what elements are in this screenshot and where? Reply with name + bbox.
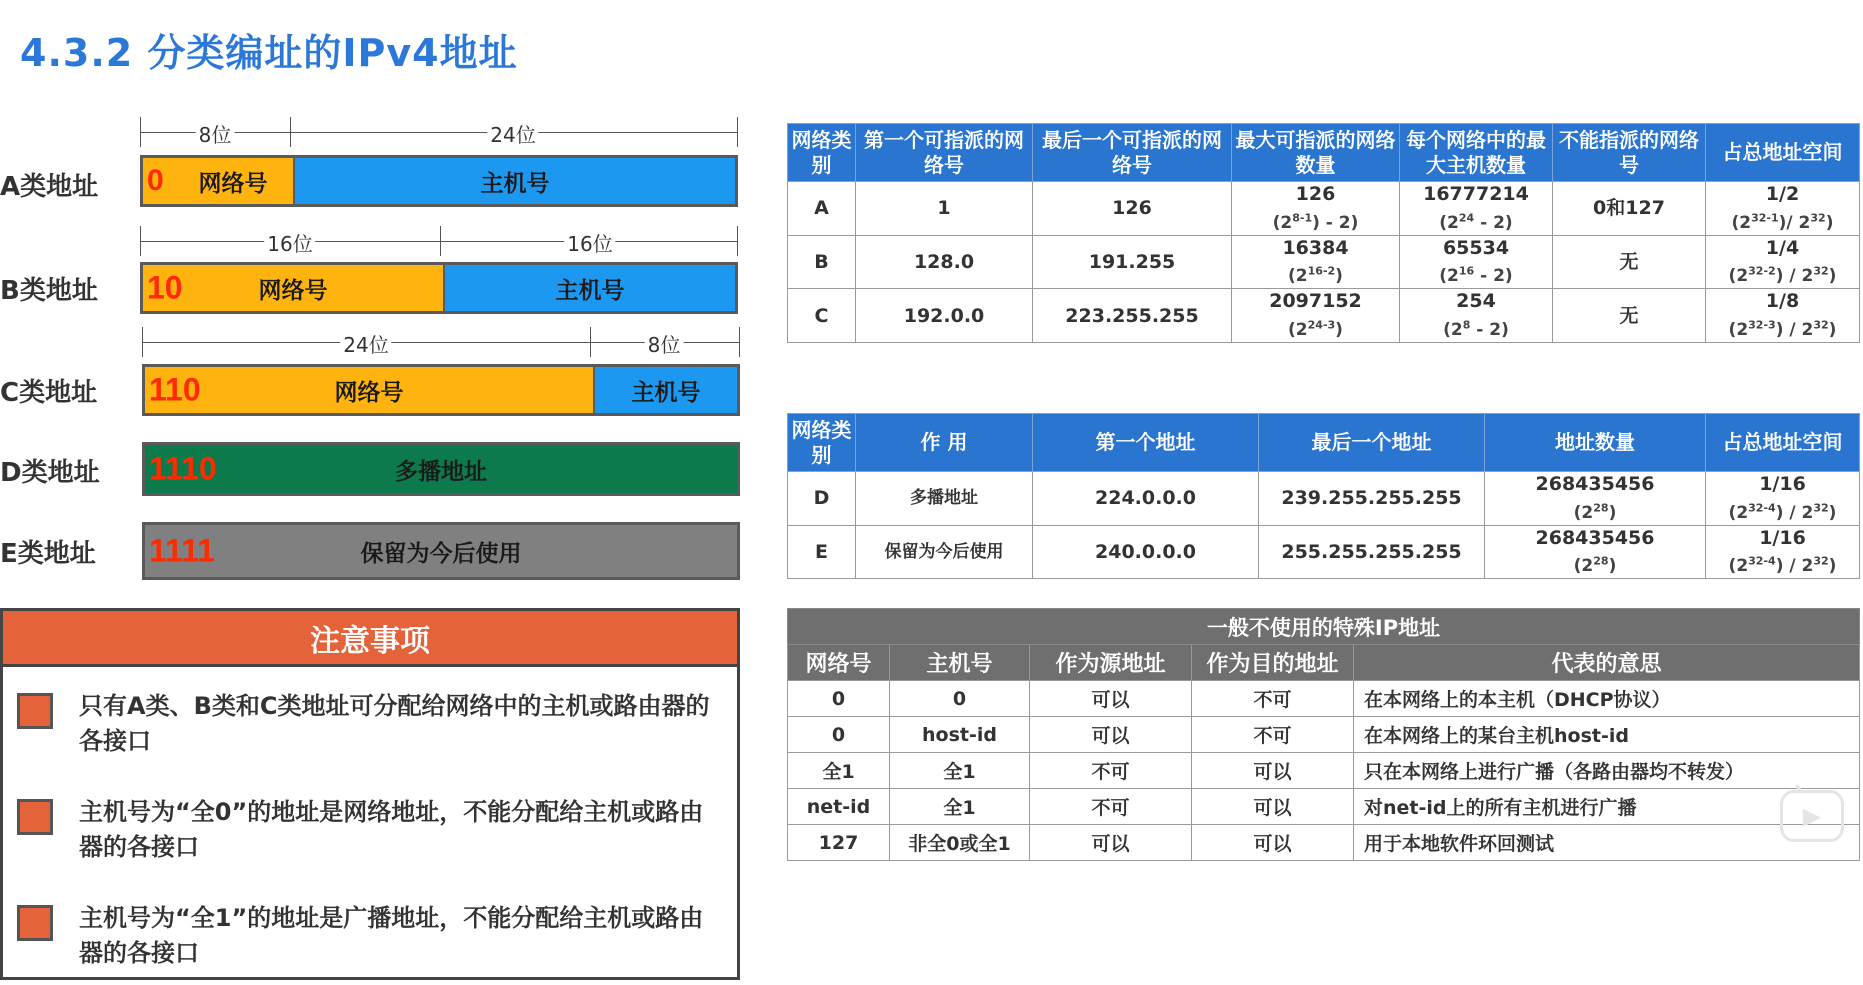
formula-part: (2 bbox=[1443, 319, 1463, 340]
table-cell bbox=[856, 472, 1033, 526]
col-header: 网络类别 bbox=[788, 414, 856, 472]
table-cell bbox=[1400, 235, 1553, 289]
cell-value: 保留为今后使用 bbox=[884, 541, 1004, 562]
table-row bbox=[788, 825, 1860, 861]
table-cell bbox=[1033, 182, 1232, 236]
class-e-label: E类地址 bbox=[0, 539, 96, 569]
class-e-bar bbox=[142, 522, 740, 580]
table-cell bbox=[1706, 289, 1860, 343]
cell-value: 268435456 bbox=[1535, 473, 1655, 495]
table-cell: 可以 bbox=[1030, 681, 1192, 717]
formula-part: (2 bbox=[1573, 502, 1594, 523]
formula-part: ) / 2 bbox=[1775, 502, 1814, 523]
formula-exponent: 32-1 bbox=[1751, 211, 1779, 224]
bullet-square-icon bbox=[17, 799, 53, 835]
cell-value: 224.0.0.0 bbox=[1095, 487, 1196, 510]
class-b-bits: 10 bbox=[147, 269, 183, 306]
table-cell: 0 bbox=[788, 681, 890, 717]
table-cell: 不可 bbox=[1192, 717, 1354, 753]
formula bbox=[1288, 320, 1343, 340]
formula-part: (2 bbox=[1728, 266, 1749, 287]
cell-value: 254 bbox=[1456, 290, 1496, 313]
class-a-host-width: 24位 bbox=[487, 119, 538, 148]
table-row bbox=[788, 525, 1860, 579]
formula bbox=[1729, 556, 1837, 576]
formula bbox=[1439, 213, 1512, 233]
formula bbox=[1574, 556, 1617, 576]
notice-item-text: 只有A类、B类和C类地址可分配给网络中的主机或路由器的各接口 bbox=[79, 692, 710, 755]
notice-item-text: 主机号为“全1”的地址是广播地址，不能分配给主机或路由器的各接口 bbox=[79, 904, 704, 967]
class-c-bits: 110 bbox=[149, 371, 201, 408]
formula-part: ) bbox=[1828, 502, 1837, 523]
table-header-row bbox=[788, 645, 1860, 681]
col-header: 最后一个地址 bbox=[1259, 414, 1485, 472]
class-c-net-width: 24位 bbox=[340, 329, 391, 358]
table-cell bbox=[1706, 235, 1860, 289]
class-a-label: A类地址 bbox=[0, 172, 99, 202]
class-d-segment bbox=[145, 445, 737, 493]
table-cell bbox=[1553, 182, 1706, 236]
formula-part: ) bbox=[1608, 556, 1617, 577]
class-c-label: C类地址 bbox=[0, 378, 98, 408]
formula-part: ) / 2 bbox=[1775, 266, 1814, 287]
table-cell bbox=[856, 525, 1033, 579]
formula bbox=[1574, 503, 1617, 523]
table-cell bbox=[1485, 472, 1706, 526]
class-d-label: D类地址 bbox=[0, 458, 100, 488]
col-header: 不能指派的网络号 bbox=[1553, 124, 1706, 182]
formula-part: ) bbox=[1828, 266, 1837, 287]
formula-part: (2 bbox=[1288, 266, 1308, 287]
special-ip-table-caption: 一般不使用的特殊IP地址 bbox=[788, 609, 1860, 645]
formula-part: - 2) bbox=[1474, 212, 1513, 233]
col-header: 作为源地址 bbox=[1030, 645, 1192, 681]
cell-value: 126 bbox=[1112, 197, 1152, 220]
table-cell bbox=[788, 472, 856, 526]
table-cell bbox=[788, 525, 856, 579]
table-cell: 只在本网络上进行广播（各路由器均不转发） bbox=[1354, 753, 1860, 789]
cell-value: 240.0.0.0 bbox=[1095, 540, 1196, 563]
formula-exponent: 8 bbox=[1462, 318, 1471, 332]
class-d-bits: 1110 bbox=[149, 450, 217, 487]
table-row bbox=[788, 789, 1860, 825]
class-a-net-segment bbox=[143, 158, 293, 204]
table-cell: 用于本地软件环回测试 bbox=[1354, 825, 1860, 861]
class-d-bar bbox=[142, 442, 740, 496]
class-a-host-label: 主机号 bbox=[480, 170, 550, 197]
table-cell: 全1 bbox=[890, 789, 1030, 825]
table-cell bbox=[1033, 525, 1259, 579]
video-play-icon[interactable]: ▶ bbox=[1780, 790, 1844, 842]
formula-part: (2 bbox=[1731, 212, 1752, 233]
table-cell bbox=[788, 182, 856, 236]
class-e-segment bbox=[145, 525, 737, 577]
formula-part: (2 bbox=[1288, 319, 1308, 340]
class-c-net-label: 网络号 bbox=[334, 379, 404, 406]
class-b-dimension bbox=[140, 226, 738, 256]
table-cell bbox=[1553, 289, 1706, 343]
formula-part: ) - 2) bbox=[1312, 212, 1359, 233]
table-cell: 全1 bbox=[890, 753, 1030, 789]
col-header: 第一个可指派的网络号 bbox=[856, 124, 1033, 182]
table-cell: 在本网络上的某台主机host-id bbox=[1354, 717, 1860, 753]
cell-value: 1/4 bbox=[1765, 236, 1800, 259]
formula-exponent: 16-2 bbox=[1307, 264, 1336, 278]
table-cell bbox=[788, 289, 856, 343]
bullet-square-icon bbox=[17, 905, 53, 941]
formula-part: )/ 2 bbox=[1778, 212, 1811, 233]
table-row bbox=[788, 472, 1860, 526]
table-cell bbox=[1232, 289, 1400, 343]
formula-exponent: 16 bbox=[1458, 264, 1475, 278]
table-header-row bbox=[788, 414, 1860, 472]
notice-item bbox=[17, 901, 719, 971]
table-row bbox=[788, 681, 1860, 717]
cell-value: 16777214 bbox=[1423, 183, 1529, 205]
class-e-bits: 1111 bbox=[149, 532, 215, 569]
table-row bbox=[788, 182, 1860, 236]
formula bbox=[1439, 266, 1512, 286]
cell-value: C bbox=[814, 304, 829, 327]
cell-value: 16384 bbox=[1282, 236, 1349, 259]
formula-part: (2 bbox=[1728, 502, 1749, 523]
table-cell: 全1 bbox=[788, 753, 890, 789]
table-cell bbox=[1232, 182, 1400, 236]
class-a-net-width: 8位 bbox=[196, 119, 235, 148]
formula-part: ) bbox=[1828, 319, 1837, 340]
table-cell: 可以 bbox=[1192, 825, 1354, 861]
page-title: 4.3.2 分类编址的IPv4地址 bbox=[20, 31, 518, 75]
table-cell bbox=[856, 289, 1033, 343]
cell-value: 无 bbox=[1619, 250, 1639, 273]
class-a-dimension bbox=[140, 117, 738, 147]
formula-exponent: 28 bbox=[1593, 501, 1609, 514]
table-cell: 可以 bbox=[1192, 789, 1354, 825]
cell-value: 1/2 bbox=[1765, 183, 1800, 205]
formula-part: (2 bbox=[1272, 212, 1293, 233]
formula-part: ) bbox=[1608, 502, 1617, 523]
notice-item bbox=[17, 689, 719, 759]
table-cell bbox=[856, 182, 1033, 236]
col-header: 每个网络中的最大主机数量 bbox=[1400, 124, 1553, 182]
formula-exponent: 32 bbox=[1813, 264, 1829, 278]
table-cell: net-id bbox=[788, 789, 890, 825]
col-header: 地址数量 bbox=[1485, 414, 1706, 472]
special-ip-table bbox=[787, 608, 1860, 861]
class-e-text: 保留为今后使用 bbox=[360, 540, 522, 567]
formula-part: (2 bbox=[1439, 212, 1459, 233]
formula-exponent: 32 bbox=[1813, 318, 1829, 332]
formula-part: (2 bbox=[1439, 266, 1459, 287]
table-cell bbox=[1259, 525, 1485, 579]
cell-value: 239.255.255.255 bbox=[1281, 487, 1462, 510]
formula bbox=[1732, 213, 1834, 233]
class-b-bar bbox=[140, 262, 738, 314]
table-cell bbox=[856, 235, 1033, 289]
cell-value: E bbox=[815, 540, 828, 563]
class-b-net-segment bbox=[143, 265, 443, 311]
table-cell bbox=[1033, 289, 1232, 343]
formula-exponent: 32-4 bbox=[1748, 501, 1776, 514]
cell-value: A bbox=[814, 197, 829, 220]
formula bbox=[1273, 213, 1359, 233]
notice-box bbox=[0, 608, 740, 980]
cell-value: 2097152 bbox=[1269, 290, 1362, 313]
table-cell bbox=[1033, 235, 1232, 289]
formula bbox=[1729, 503, 1837, 523]
formula-exponent: 24 bbox=[1458, 211, 1475, 224]
notice-title: 注意事项 bbox=[3, 611, 737, 667]
table-cell: 127 bbox=[788, 825, 890, 861]
table-cell bbox=[1033, 472, 1259, 526]
class-c-net-segment bbox=[145, 367, 593, 413]
cell-value: 191.255 bbox=[1088, 250, 1176, 273]
table-cell: 不可 bbox=[1030, 789, 1192, 825]
col-header: 网络类别 bbox=[788, 124, 856, 182]
formula-part: ) / 2 bbox=[1775, 319, 1814, 340]
cell-value: 65534 bbox=[1442, 236, 1510, 259]
table-cell bbox=[1706, 182, 1860, 236]
table-cell: 非全0或全1 bbox=[890, 825, 1030, 861]
table-cell bbox=[1553, 235, 1706, 289]
class-a-bits: 0 bbox=[147, 164, 164, 197]
class-c-bar bbox=[142, 364, 740, 416]
col-header: 最后一个可指派的网络号 bbox=[1033, 124, 1232, 182]
formula-exponent: 32 bbox=[1813, 554, 1829, 568]
class-b-host-width: 16位 bbox=[564, 228, 615, 257]
formula-part: (2 bbox=[1728, 319, 1749, 340]
formula-part: (2 bbox=[1573, 556, 1594, 577]
cell-value: 0和127 bbox=[1593, 197, 1665, 220]
cell-value: 268435456 bbox=[1535, 526, 1655, 549]
class-b-host-segment bbox=[443, 265, 735, 311]
formula-exponent: 32-4 bbox=[1748, 554, 1776, 568]
col-header: 占总地址空间 bbox=[1706, 414, 1860, 472]
table-cell bbox=[1400, 182, 1553, 236]
table-cell: 在本网络上的本主机（DHCP协议） bbox=[1354, 681, 1860, 717]
table-row bbox=[788, 289, 1860, 343]
col-header: 第一个地址 bbox=[1033, 414, 1259, 472]
table-cell bbox=[1485, 525, 1706, 579]
table-cell: 对net-id上的所有主机进行广播 bbox=[1354, 789, 1860, 825]
cell-value: 1/16 bbox=[1759, 473, 1806, 495]
formula-exponent: 32-3 bbox=[1748, 318, 1776, 332]
table-cell: 可以 bbox=[1030, 825, 1192, 861]
col-header: 主机号 bbox=[890, 645, 1030, 681]
formula bbox=[1443, 320, 1509, 340]
formula-part: - 2) bbox=[1470, 319, 1509, 340]
class-a-net-label: 网络号 bbox=[198, 170, 268, 197]
table-cell bbox=[1259, 472, 1485, 526]
formula-part: - 2) bbox=[1474, 266, 1513, 287]
table-cell bbox=[788, 235, 856, 289]
cell-value: 255.255.255.255 bbox=[1281, 540, 1462, 563]
cell-value: 无 bbox=[1619, 304, 1639, 327]
formula bbox=[1288, 266, 1343, 286]
notice-item-text: 主机号为“全0”的地址是网络地址，不能分配给主机或路由器的各接口 bbox=[79, 798, 704, 861]
col-header: 作为目的地址 bbox=[1192, 645, 1354, 681]
table-cell bbox=[1706, 472, 1860, 526]
abc-class-table bbox=[787, 123, 1860, 343]
class-d-text: 多播地址 bbox=[395, 458, 487, 485]
bullet-square-icon bbox=[17, 693, 53, 729]
table-row bbox=[788, 235, 1860, 289]
cell-value: 1/8 bbox=[1765, 290, 1800, 313]
table-cell: host-id bbox=[890, 717, 1030, 753]
formula-exponent: 28 bbox=[1593, 554, 1609, 568]
formula-part: ) bbox=[1335, 266, 1343, 287]
col-header: 网络号 bbox=[788, 645, 890, 681]
class-a-host-segment bbox=[293, 158, 735, 204]
table-cell: 0 bbox=[788, 717, 890, 753]
class-b-host-label: 主机号 bbox=[555, 277, 625, 304]
formula-part: ) bbox=[1825, 212, 1834, 233]
col-header: 作 用 bbox=[856, 414, 1033, 472]
cell-value: D bbox=[813, 487, 830, 510]
table-cell: 不可 bbox=[1192, 681, 1354, 717]
col-header: 代表的意思 bbox=[1354, 645, 1860, 681]
formula-part: ) bbox=[1335, 319, 1343, 340]
table-cell bbox=[1232, 235, 1400, 289]
class-b-net-width: 16位 bbox=[264, 228, 315, 257]
table-cell bbox=[1706, 525, 1860, 579]
table-cell bbox=[1400, 289, 1553, 343]
cell-value: 192.0.0 bbox=[903, 304, 985, 327]
table-row bbox=[788, 753, 1860, 789]
formula-exponent: 8-1 bbox=[1292, 211, 1313, 224]
class-a-bar bbox=[140, 155, 738, 207]
formula bbox=[1729, 266, 1837, 286]
class-c-host-width: 8位 bbox=[645, 329, 684, 358]
formula-part: (2 bbox=[1728, 556, 1749, 577]
class-c-host-label: 主机号 bbox=[631, 379, 701, 406]
col-header: 最大可指派的网络数量 bbox=[1232, 124, 1400, 182]
cell-value: 1/16 bbox=[1759, 526, 1806, 549]
class-c-host-segment bbox=[593, 367, 737, 413]
table-cell: 可以 bbox=[1030, 717, 1192, 753]
cell-value: 多播地址 bbox=[910, 488, 978, 509]
cell-value: 1 bbox=[937, 197, 951, 220]
cell-value: B bbox=[814, 250, 829, 273]
table-header-row bbox=[788, 124, 1860, 182]
class-b-label: B类地址 bbox=[0, 276, 98, 306]
formula-exponent: 32 bbox=[1813, 501, 1829, 514]
cell-value: 223.255.255 bbox=[1065, 304, 1199, 327]
table-cell: 0 bbox=[890, 681, 1030, 717]
de-class-table bbox=[787, 413, 1860, 579]
formula bbox=[1729, 320, 1837, 340]
table-cell: 不可 bbox=[1030, 753, 1192, 789]
col-header: 占总地址空间 bbox=[1706, 124, 1860, 182]
formula-part: ) bbox=[1828, 556, 1837, 577]
class-c-dimension bbox=[142, 327, 740, 357]
cell-value: 126 bbox=[1295, 183, 1336, 205]
formula-exponent: 32-2 bbox=[1748, 264, 1776, 278]
cell-value: 128.0 bbox=[913, 250, 975, 273]
notice-item bbox=[17, 795, 719, 865]
table-row bbox=[788, 717, 1860, 753]
formula-exponent: 24-3 bbox=[1307, 318, 1336, 332]
class-b-net-label: 网络号 bbox=[258, 277, 328, 304]
table-cell: 可以 bbox=[1192, 753, 1354, 789]
formula-exponent: 32 bbox=[1810, 211, 1826, 224]
formula-part: ) / 2 bbox=[1775, 556, 1814, 577]
